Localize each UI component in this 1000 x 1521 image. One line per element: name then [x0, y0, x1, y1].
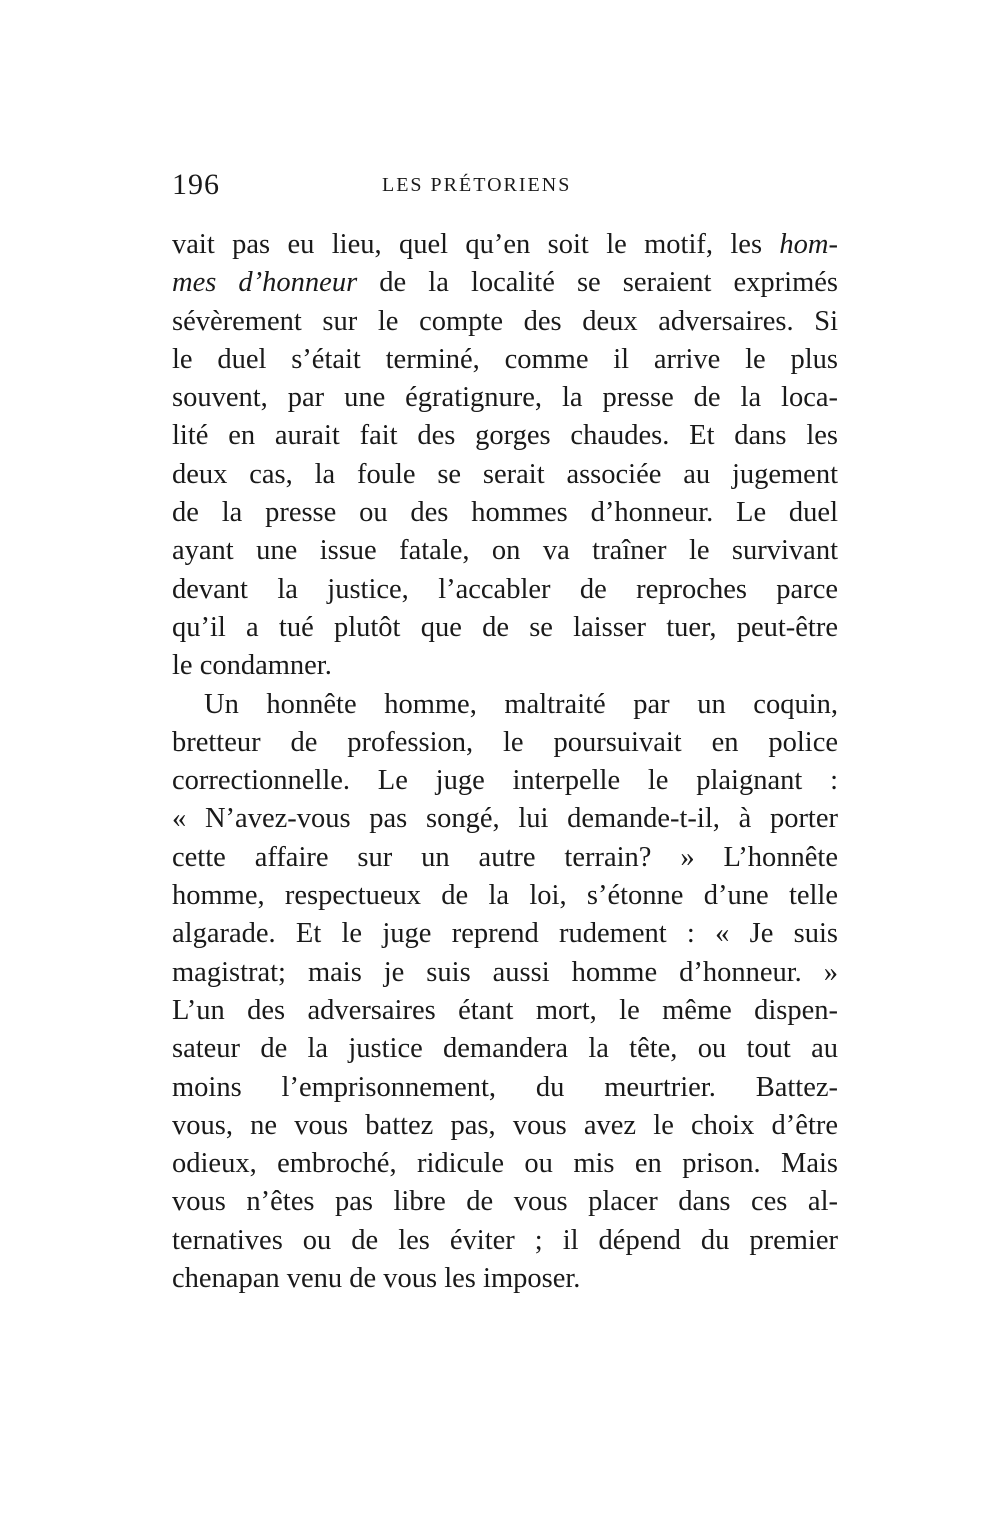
text-line: « N’avez-vous pas songé, lui demande-t-il, à porter	[172, 803, 838, 835]
text-line: ternatives ou de les éviter ; il dépend du premier	[172, 1224, 838, 1256]
text-line: cette affaire sur un autre terrain? » L’honnête	[172, 841, 838, 873]
text-line: vous, ne vous battez pas, vous avez le choix d’être	[172, 1109, 838, 1141]
text-line: le duel s’était terminé, comme il arrive le plus	[172, 343, 838, 375]
text-line: de la presse ou des hommes d’honneur. Le duel	[172, 497, 838, 529]
text-line: ayant une issue fatale, on va traîner le survivant	[172, 535, 838, 567]
text-line: qu’il a tué plutôt que de se laisser tuer, peut-être	[172, 611, 838, 643]
text-line: vait pas eu lieu, quel qu’en soit le motif, les hom-	[172, 229, 838, 260]
text-line: magistrat; mais je suis aussi homme d’honneur. »	[172, 956, 838, 988]
text-line: lité en aurait fait des gorges chaudes. Et dans les	[172, 420, 838, 452]
text-line: le condamner.	[172, 650, 332, 682]
text-line: homme, respectueux de la loi, s’étonne d’une telle	[172, 880, 838, 912]
text-line: vous n’êtes pas libre de vous placer dans ces al-	[172, 1186, 838, 1218]
text-line: correctionnelle. Le juge interpelle le plaignant :	[172, 765, 838, 797]
text-line: souvent, par une égratignure, la presse de la loca-	[172, 382, 838, 414]
text-line: devant la justice, l’accabler de reproches parce	[172, 573, 838, 605]
text-line: odieux, embroché, ridicule ou mis en prison. Mais	[172, 1148, 838, 1180]
text-line: sateur de la justice demandera la tête, ou tout au	[172, 1033, 838, 1065]
running-title: LES PRÉTORIENS	[382, 174, 572, 196]
text-line: Un honnête homme, maltraité par un coquin,	[204, 688, 838, 720]
italic-text: mes d’honneur	[172, 267, 358, 299]
text-line: bretteur de profession, le poursuivait en police	[172, 726, 838, 758]
text-line: algarade. Et le juge reprend rudement : « Je suis	[172, 918, 838, 950]
body-text	[172, 226, 838, 1298]
page-number: 196	[172, 168, 220, 201]
text-line: L’un des adversaires étant mort, le même dispen-	[172, 994, 838, 1026]
text-line: chenapan venu de vous les imposer.	[172, 1263, 581, 1295]
running-head	[172, 168, 838, 208]
text-line: deux cas, la foule se serait associée au jugement	[172, 458, 838, 490]
text-line: mes d’honneur de la localité se seraient exprimés	[172, 267, 838, 299]
text-line: sévèrement sur le compte des deux adversaires. Si	[172, 305, 838, 337]
text-line: moins l’emprisonnement, du meurtrier. Battez-	[172, 1071, 838, 1103]
italic-text: hom-	[779, 229, 838, 260]
